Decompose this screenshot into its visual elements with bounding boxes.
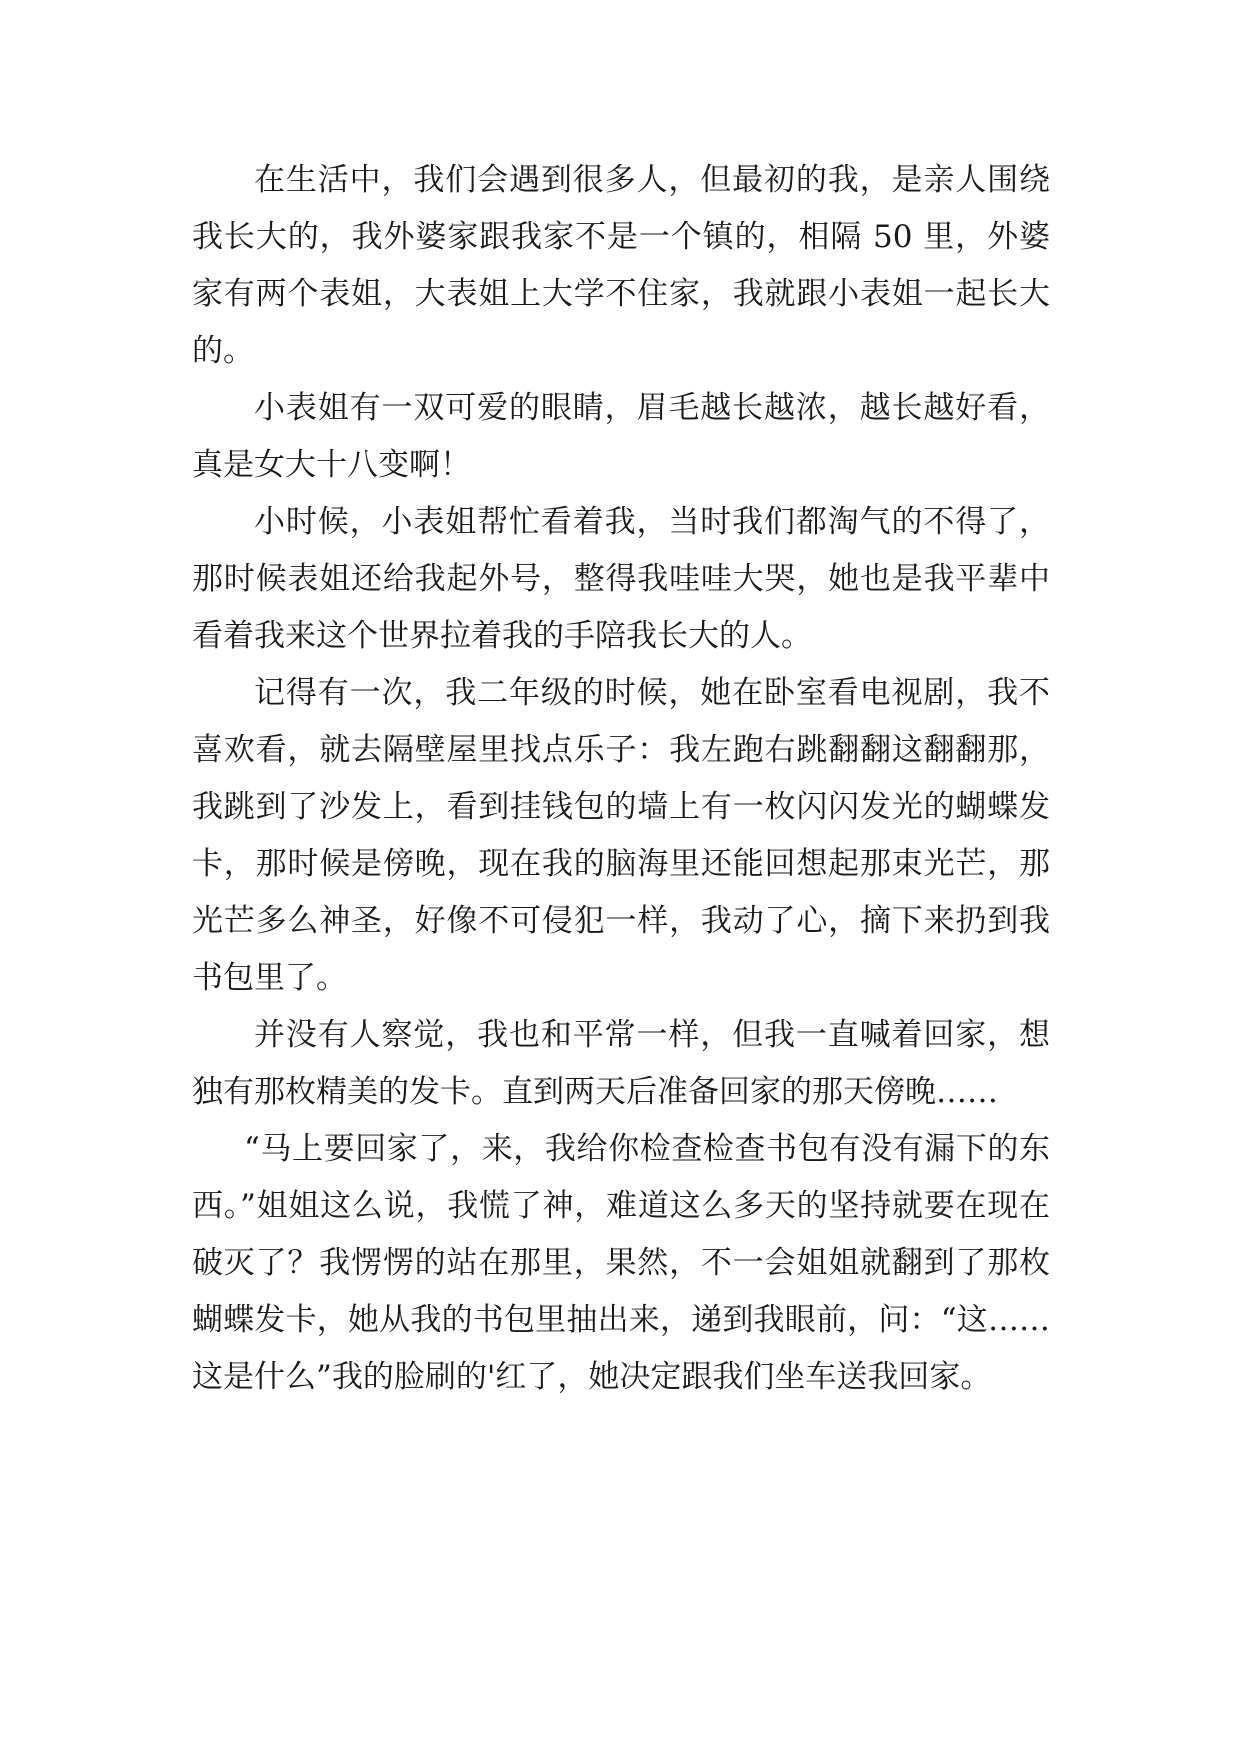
paragraph-6: “马上要回家了，来，我给你检查检查书包有没有漏下的东西。”姐姐这么说，我慌了神，难道这么多天的坚持就要在现在破灭了？我愣愣的站在那里，果然，不一会姐姐就翻到了那枚蝴蝶发卡，她从我的书包里抽出来，递到我眼前，问：“这……这是什么”我的脸刷的'红了，她决定跟我们坐车送我回家。	[192, 1131, 1050, 1395]
paragraph-1: 在生活中，我们会遇到很多人，但最初的我，是亲人围绕我长大的，我外婆家跟我家不是一个镇的，相隔 50 里，外婆家有两个表姐，大表姐上大学不住家，我就跟小表姐一起长大的。	[192, 162, 1050, 369]
body-text	[192, 152, 1050, 1406]
paragraph-3: 小时候，小表姐帮忙看着我，当时我们都淘气的不得了，那时候表姐还给我起外号，整得我哇哇大哭，她也是我平辈中看着我来这个世界拉着我的手陪我长大的人。	[192, 504, 1050, 654]
paragraph-2: 小表姐有一双可爱的眼睛，眉毛越长越浓，越长越好看，真是女大十八变啊！	[192, 390, 1050, 483]
paragraph-5: 并没有人察觉，我也和平常一样，但我一直喊着回家，想独有那枚精美的发卡。直到两天后准备回家的那天傍晚……	[192, 1017, 1050, 1110]
paragraph-4: 记得有一次，我二年级的时候，她在卧室看电视剧，我不喜欢看，就去隔壁屋里找点乐子：我左跑右跳翻翻这翻翻那，我跳到了沙发上，看到挂钱包的墙上有一枚闪闪发光的蝴蝶发卡，那时候是傍晚，现在我的脑海里还能回想起那束光芒，那光芒多么神圣，好像不可侵犯一样，我动了心，摘下来扔到我书包里了。	[192, 675, 1050, 996]
